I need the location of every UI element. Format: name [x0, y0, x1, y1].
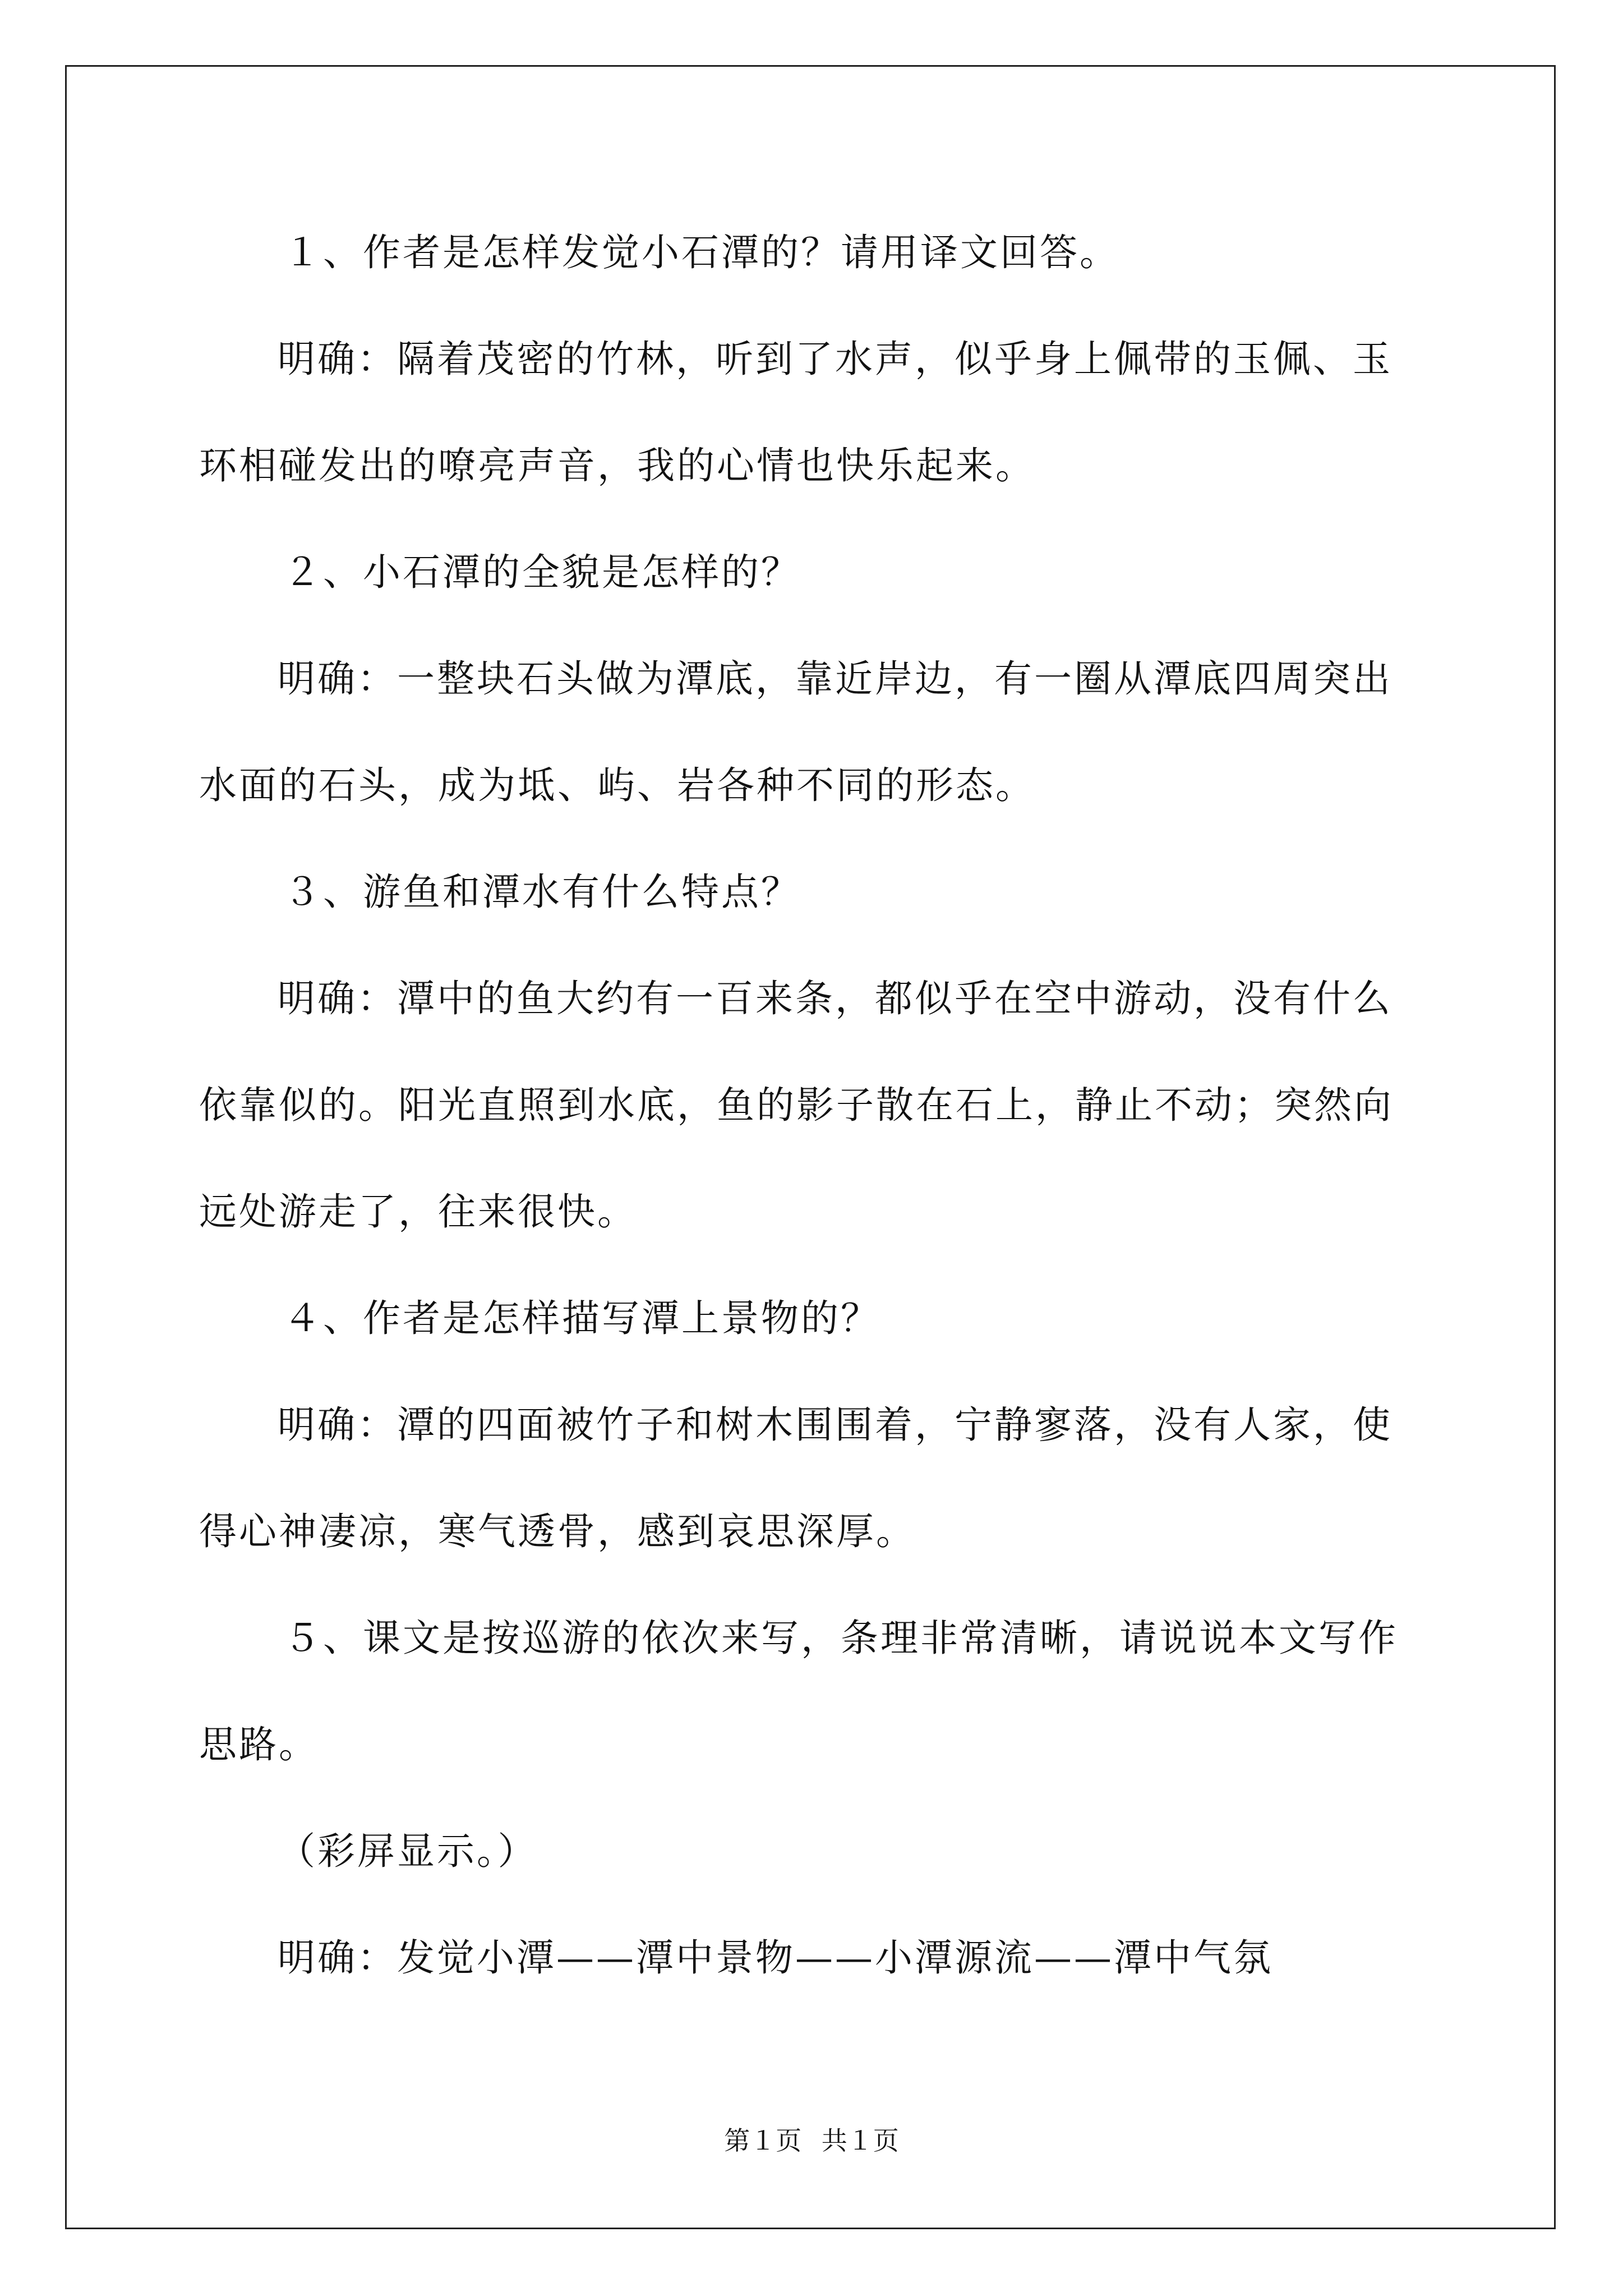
answer-4: 明确：潭的四面被竹子和树木围围着，宁静寥落，没有人家，使得心神凄凉，寒气透骨，感到哀思深厚。: [199, 1403, 1393, 1553]
answer-2: 明确：一整块石头做为潭底，靠近岸边，有一圈从潭底四周突出水面的石头，成为坻、屿、岩各种不同的形态。: [199, 657, 1393, 807]
question-3: ３、游鱼和潭水有什么特点？: [283, 870, 801, 914]
answer-1: 明确：隔着茂密的竹林，听到了水声，似乎身上佩带的玉佩、玉环相碰发出的嘹亮声音，我的心情也快乐起来。: [199, 337, 1393, 487]
question-1: １、作者是怎样发觉小石潭的？请用译文回答。: [283, 231, 1119, 274]
question-4: ４、作者是怎样描写潭上景物的？: [283, 1296, 880, 1340]
page-total: 共１页: [821, 2127, 899, 2155]
question-2: ２、小石潭的全貌是怎样的？: [283, 550, 801, 594]
answer-5: 明确：发觉小潭——潭中景物——小潭源流——潭中气氛: [278, 1936, 1273, 1980]
page-number: 第１页: [724, 2127, 802, 2155]
answer-3: 明确：潭中的鱼大约有一百来条，都似乎在空中游动，没有什么依靠似的。阳光直照到水底，鱼的影子散在石上，静止不动；突然向远处游走了，往来很快。: [199, 977, 1394, 1234]
page-footer: [0, 2120, 1623, 2157]
question-5: ５、课文是按巡游的依次来写，条理非常清晰，请说说本文写作思路。: [199, 1616, 1398, 1766]
display-note: （彩屏显示。）: [278, 1829, 538, 1873]
